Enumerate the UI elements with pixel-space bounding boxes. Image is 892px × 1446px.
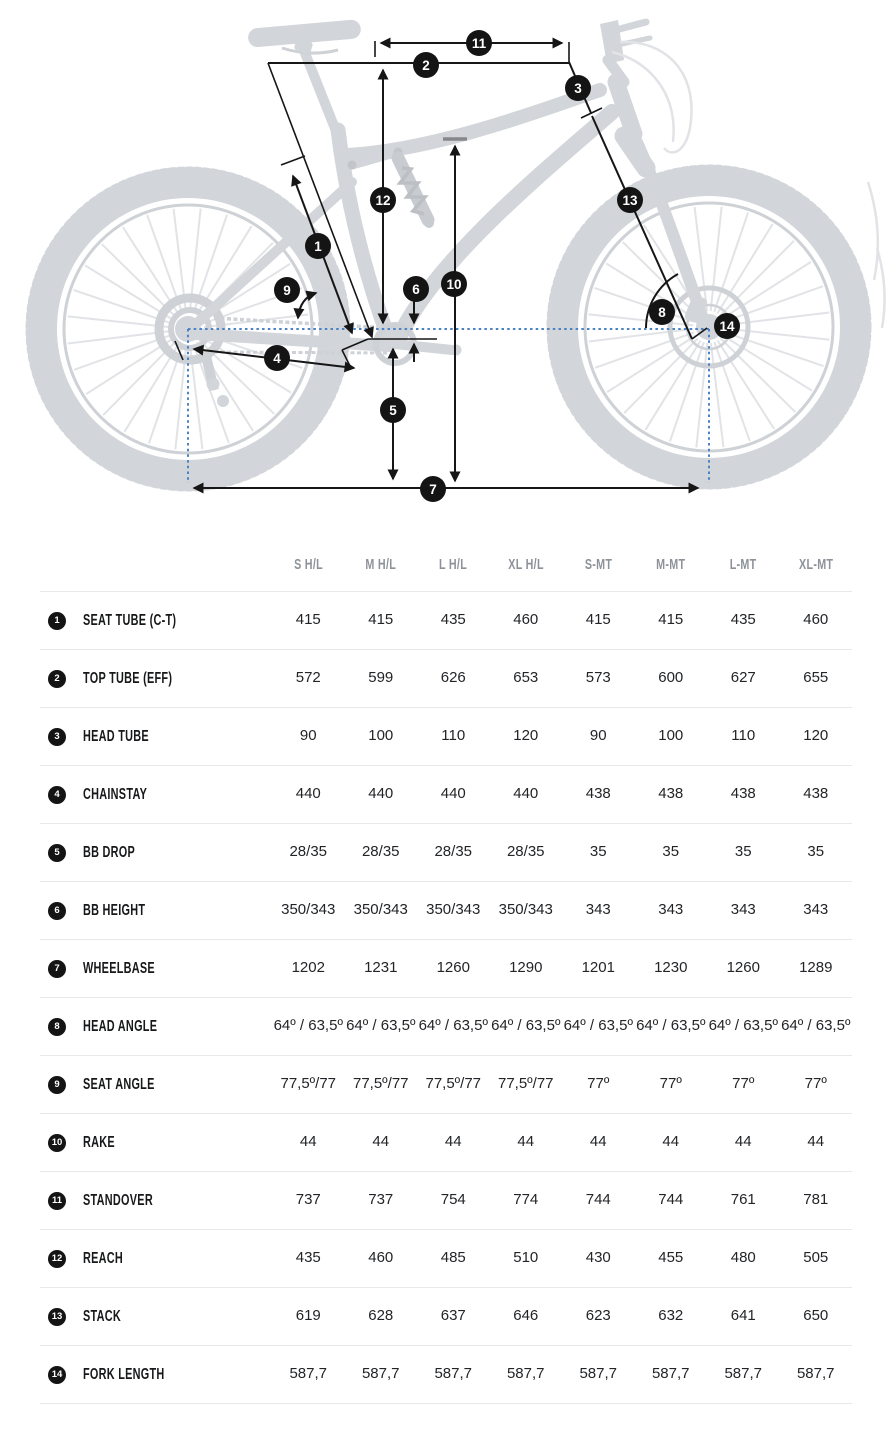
callout-14: [714, 313, 740, 339]
row-label-cell: [40, 612, 272, 630]
value-cell: 415: [368, 611, 394, 629]
value-cell: 35: [734, 843, 752, 861]
value-cell: 90: [299, 727, 317, 745]
size-column-header-label: S H/L: [293, 557, 323, 573]
row-label: [83, 1076, 188, 1094]
svg-text:7: 7: [429, 481, 437, 497]
row-number-badge: 4: [48, 786, 66, 804]
value-cell: 587,7: [506, 1365, 545, 1383]
row-number-badge: 6: [48, 902, 66, 920]
size-column-header: [272, 557, 345, 573]
value-cell: 64º / 63,5º: [781, 1017, 851, 1035]
row-label-cell: [40, 1250, 272, 1268]
row-label-cell: [40, 902, 272, 920]
value-cell: 77º: [732, 1075, 755, 1093]
geometry-table: [40, 539, 852, 1404]
row-label-text: FORK LENGTH: [83, 1365, 165, 1383]
row-number-badge: 1: [48, 612, 66, 630]
row-label: [83, 902, 175, 920]
row-number-badge: 5: [48, 844, 66, 862]
value-cell: 343: [803, 901, 829, 919]
svg-text:14: 14: [719, 318, 735, 334]
value-cell: 44: [734, 1133, 752, 1151]
row-label-text: CHAINSTAY: [83, 785, 148, 803]
row-label-cell: [40, 1134, 272, 1152]
value-cell: 460: [803, 611, 829, 629]
row-label-cell: [40, 1308, 272, 1326]
row-label-cell: [40, 1076, 272, 1094]
value-cell: 440: [368, 785, 394, 803]
size-column-header-label: S-MT: [584, 557, 612, 573]
value-cell: 744: [585, 1191, 611, 1209]
value-cell: 44: [807, 1133, 825, 1151]
callout-6: [403, 276, 429, 302]
svg-text:9: 9: [283, 282, 291, 298]
value-cell: 120: [513, 727, 539, 745]
size-column-header-label: M H/L: [365, 557, 397, 573]
value-cell: 1260: [726, 959, 760, 977]
svg-text:3: 3: [574, 80, 582, 96]
value-cell: 28/35: [361, 843, 400, 861]
row-number-badge: 14: [48, 1366, 66, 1384]
row-label-text: STACK: [83, 1307, 122, 1325]
value-cell: 350/343: [426, 901, 481, 919]
value-cell: 64º / 63,5º: [418, 1017, 488, 1035]
value-cell: 44: [299, 1133, 317, 1151]
value-cell: 35: [662, 843, 680, 861]
value-cell: 77,5º/77: [352, 1075, 409, 1093]
size-column-header-label: XL-MT: [798, 557, 833, 573]
value-cell: 737: [368, 1191, 394, 1209]
value-cell: 438: [585, 785, 611, 803]
value-cell: 653: [513, 669, 539, 687]
size-column-header: [562, 557, 635, 573]
row-label: [83, 1250, 142, 1268]
value-cell: 485: [440, 1249, 466, 1267]
row-number-badge: 3: [48, 728, 66, 746]
row-label: [83, 1308, 139, 1326]
svg-text:12: 12: [375, 192, 391, 208]
value-cell: 632: [658, 1307, 684, 1325]
table-row: [40, 824, 852, 882]
callout-13: [617, 187, 643, 213]
table-row: [40, 1346, 852, 1404]
row-label: [83, 612, 220, 630]
value-cell: 628: [368, 1307, 394, 1325]
svg-text:1: 1: [314, 238, 322, 254]
row-number-badge: 2: [48, 670, 66, 688]
value-cell: 573: [585, 669, 611, 687]
row-label: [83, 1018, 192, 1036]
value-cell: 438: [658, 785, 684, 803]
value-cell: 435: [295, 1249, 321, 1267]
value-cell: 35: [807, 843, 825, 861]
value-cell: 77,5º/77: [425, 1075, 482, 1093]
value-cell: 1289: [799, 959, 833, 977]
value-cell: 460: [368, 1249, 394, 1267]
size-column-header: [707, 557, 780, 573]
table-row: [40, 1172, 852, 1230]
svg-text:2: 2: [422, 57, 430, 73]
row-label-text: STANDOVER: [83, 1191, 153, 1209]
value-cell: 77,5º/77: [497, 1075, 554, 1093]
cable-end-right: [868, 182, 878, 280]
value-cell: 438: [730, 785, 756, 803]
row-number-badge: 12: [48, 1250, 66, 1268]
value-cell: 587,7: [651, 1365, 690, 1383]
row-label: [83, 728, 180, 746]
size-column-header-label: L-MT: [729, 557, 757, 573]
value-cell: 737: [295, 1191, 321, 1209]
svg-text:4: 4: [273, 350, 281, 366]
value-cell: 641: [730, 1307, 756, 1325]
row-label: [83, 1134, 130, 1152]
size-column-header: [780, 557, 853, 573]
svg-text:13: 13: [622, 192, 638, 208]
bike-geometry-diagram: [0, 0, 892, 515]
row-label: [83, 1192, 186, 1210]
value-cell: 587,7: [579, 1365, 618, 1383]
callout-3: [565, 75, 591, 101]
value-cell: 64º / 63,5º: [636, 1017, 706, 1035]
row-label-text: SEAT ANGLE: [83, 1075, 155, 1093]
callout-5: [380, 397, 406, 423]
value-cell: 35: [589, 843, 607, 861]
value-cell: 440: [513, 785, 539, 803]
callout-10: [441, 271, 467, 297]
callout-12: [370, 187, 396, 213]
size-column-header-label: XL H/L: [507, 557, 544, 573]
table-row: [40, 1288, 852, 1346]
table-row: [40, 998, 852, 1056]
value-cell: 623: [585, 1307, 611, 1325]
row-label-text: HEAD TUBE: [83, 727, 149, 745]
value-cell: 587,7: [361, 1365, 400, 1383]
diagram-area: [0, 0, 892, 515]
value-cell: 650: [803, 1307, 829, 1325]
size-column-header: [417, 557, 490, 573]
value-cell: 343: [585, 901, 611, 919]
table-row: [40, 1114, 852, 1172]
row-number-badge: 8: [48, 1018, 66, 1036]
value-cell: 619: [295, 1307, 321, 1325]
value-cell: 77,5º/77: [280, 1075, 337, 1093]
table-row: [40, 940, 852, 998]
value-cell: 350/343: [498, 901, 553, 919]
row-number-badge: 11: [48, 1192, 66, 1210]
row-label: [83, 960, 189, 978]
value-cell: 415: [295, 611, 321, 629]
value-cell: 626: [440, 669, 466, 687]
row-label: [83, 844, 160, 862]
value-cell: 1290: [509, 959, 543, 977]
svg-text:11: 11: [471, 35, 487, 51]
callout-7: [420, 476, 446, 502]
value-cell: 455: [658, 1249, 684, 1267]
value-cell: 64º / 63,5º: [708, 1017, 778, 1035]
value-cell: 430: [585, 1249, 611, 1267]
chainstay-tube: [196, 334, 390, 346]
row-label-cell: [40, 1192, 272, 1210]
row-number-badge: 7: [48, 960, 66, 978]
value-cell: 343: [658, 901, 684, 919]
value-cell: 572: [295, 669, 321, 687]
value-cell: 64º / 63,5º: [563, 1017, 633, 1035]
value-cell: 655: [803, 669, 829, 687]
callout-9: [274, 277, 300, 303]
row-label-cell: [40, 1366, 272, 1384]
value-cell: 480: [730, 1249, 756, 1267]
value-cell: 440: [440, 785, 466, 803]
value-cell: 435: [730, 611, 756, 629]
value-cell: 460: [513, 611, 539, 629]
row-label-cell: [40, 786, 272, 804]
value-cell: 505: [803, 1249, 829, 1267]
size-column-header: [490, 557, 563, 573]
row-label-text: TOP TUBE (EFF): [83, 669, 173, 687]
callout-11: [466, 30, 492, 56]
row-label-text: REACH: [83, 1249, 124, 1267]
table-row: [40, 766, 852, 824]
value-cell: 77º: [659, 1075, 682, 1093]
value-cell: 28/35: [506, 843, 545, 861]
callout-4: [264, 345, 290, 371]
row-label-cell: [40, 670, 272, 688]
table-row: [40, 1230, 852, 1288]
table-row: [40, 882, 852, 940]
value-cell: 28/35: [434, 843, 473, 861]
row-label-cell: [40, 844, 272, 862]
bike-silhouette: [29, 19, 885, 488]
value-cell: 600: [658, 669, 684, 687]
table-row: [40, 650, 852, 708]
value-cell: 587,7: [434, 1365, 473, 1383]
value-cell: 781: [803, 1191, 829, 1209]
value-cell: 415: [658, 611, 684, 629]
value-cell: 90: [589, 727, 607, 745]
value-cell: 646: [513, 1307, 539, 1325]
svg-text:10: 10: [446, 276, 462, 292]
value-cell: 1260: [436, 959, 470, 977]
value-cell: 440: [295, 785, 321, 803]
value-cell: 64º / 63,5º: [491, 1017, 561, 1035]
row-label-text: BB DROP: [83, 843, 136, 861]
value-cell: 77º: [804, 1075, 827, 1093]
value-cell: 587,7: [289, 1365, 328, 1383]
value-cell: 774: [513, 1191, 539, 1209]
value-cell: 350/343: [281, 901, 336, 919]
row-number-badge: 9: [48, 1076, 66, 1094]
value-cell: 761: [730, 1191, 756, 1209]
value-cell: 120: [803, 727, 829, 745]
saddle: [247, 19, 361, 54]
value-cell: 28/35: [289, 843, 328, 861]
value-cell: 587,7: [796, 1365, 835, 1383]
head-tube: [616, 82, 634, 134]
row-label-cell: [40, 960, 272, 978]
size-column-header: [635, 557, 708, 573]
row-label-text: BB HEIGHT: [83, 901, 146, 919]
row-label-text: SEAT TUBE (C-T): [83, 611, 177, 629]
value-cell: 627: [730, 669, 756, 687]
value-cell: 754: [440, 1191, 466, 1209]
value-cell: 110: [731, 727, 756, 745]
value-cell: 1231: [364, 959, 398, 977]
value-cell: 100: [658, 727, 684, 745]
value-cell: 435: [440, 611, 466, 629]
value-cell: 110: [441, 727, 466, 745]
size-column-header: [345, 557, 418, 573]
row-label: [83, 1366, 203, 1384]
value-cell: 44: [662, 1133, 680, 1151]
row-label-text: WHEELBASE: [83, 959, 155, 977]
value-cell: 510: [513, 1249, 539, 1267]
value-cell: 1202: [291, 959, 325, 977]
callout-8: [649, 299, 675, 325]
callout-1: [305, 233, 331, 259]
svg-text:6: 6: [412, 281, 420, 297]
svg-text:8: 8: [658, 304, 666, 320]
value-cell: 744: [658, 1191, 684, 1209]
callout-2: [413, 52, 439, 78]
value-cell: 44: [517, 1133, 535, 1151]
row-label-cell: [40, 728, 272, 746]
table-row: [40, 708, 852, 766]
row-label: [83, 670, 214, 688]
geometry-table-header: [40, 539, 852, 592]
value-cell: 44: [444, 1133, 462, 1151]
value-cell: 77º: [587, 1075, 610, 1093]
value-cell: 44: [589, 1133, 607, 1151]
value-cell: 415: [585, 611, 611, 629]
svg-text:5: 5: [389, 402, 397, 418]
value-cell: 100: [368, 727, 394, 745]
value-cell: 1201: [581, 959, 615, 977]
row-number-badge: 13: [48, 1308, 66, 1326]
value-cell: 438: [803, 785, 829, 803]
row-label-text: HEAD ANGLE: [83, 1017, 158, 1035]
size-column-header-label: M-MT: [656, 557, 686, 573]
value-cell: 64º / 63,5º: [273, 1017, 343, 1035]
size-column-header-label: L H/L: [439, 557, 468, 573]
seatpost: [303, 48, 338, 136]
value-cell: 1230: [654, 959, 688, 977]
geometry-table-rows: [40, 592, 852, 1404]
row-label-cell: [40, 1018, 272, 1036]
row-number-badge: 10: [48, 1134, 66, 1152]
value-cell: 64º / 63,5º: [346, 1017, 416, 1035]
row-label: [83, 786, 177, 804]
table-row: [40, 1056, 852, 1114]
table-row: [40, 592, 852, 650]
value-cell: 350/343: [353, 901, 408, 919]
value-cell: 343: [730, 901, 756, 919]
value-cell: 587,7: [724, 1365, 763, 1383]
value-cell: 44: [372, 1133, 390, 1151]
row-label-text: RAKE: [83, 1133, 115, 1151]
value-cell: 637: [440, 1307, 466, 1325]
value-cell: 599: [368, 669, 394, 687]
